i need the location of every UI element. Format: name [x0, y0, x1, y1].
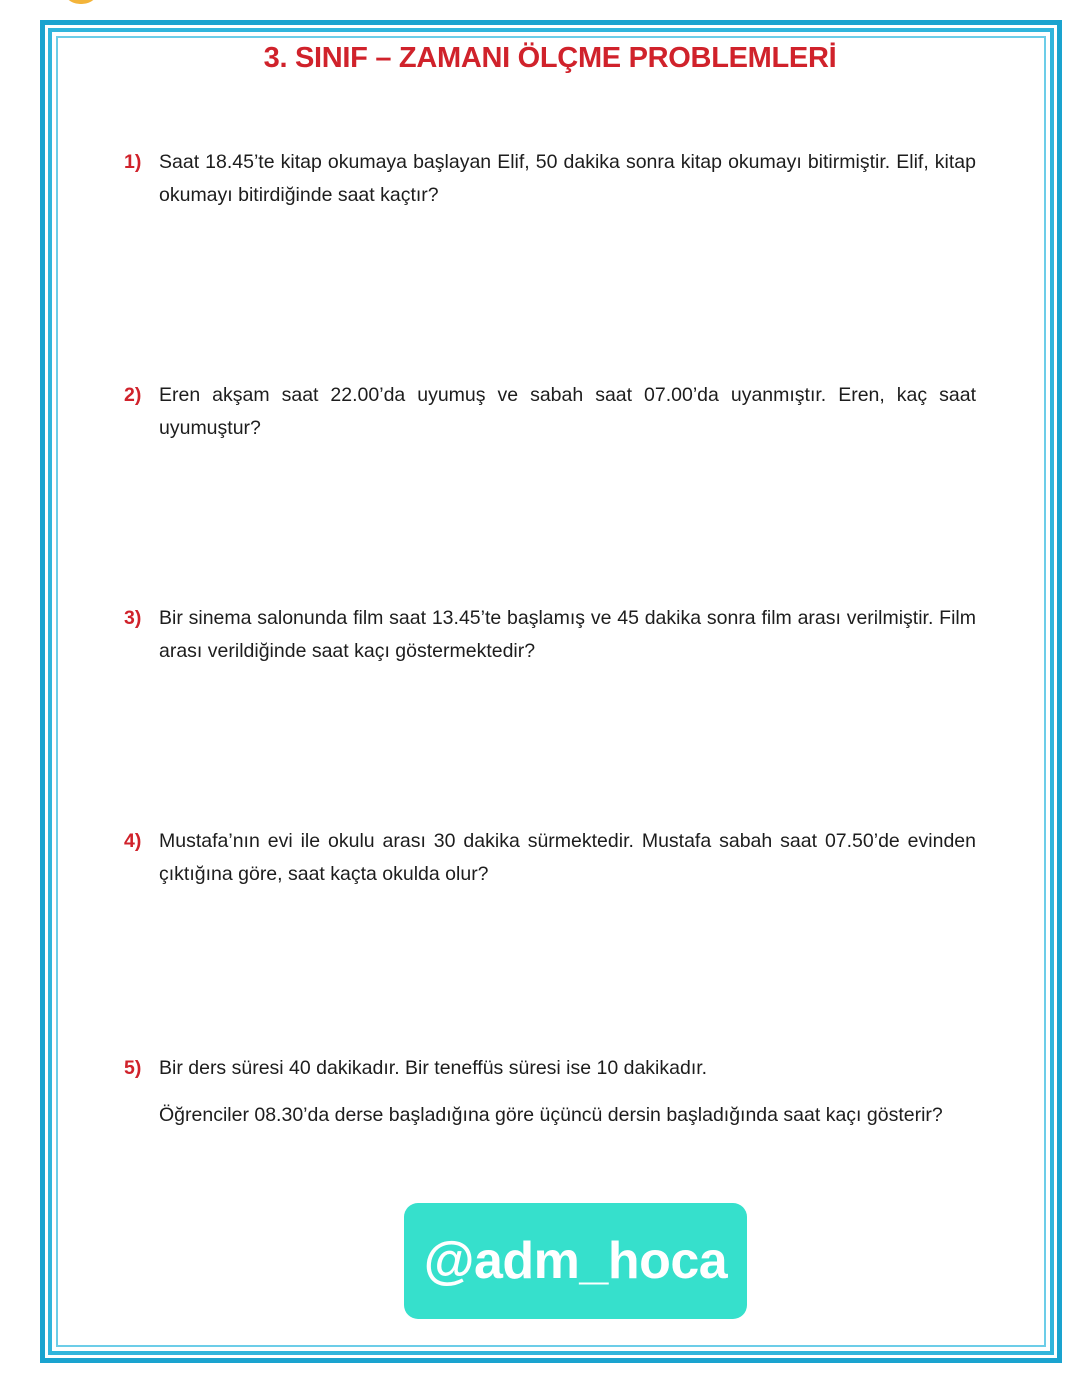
question-number: 1)	[124, 151, 142, 173]
question-number: 5)	[124, 1057, 142, 1079]
watermark-badge: @adm_hoca	[404, 1203, 747, 1319]
question-number: 2)	[124, 384, 142, 406]
question-text-line-2: Öğrenciler 08.30’da derse başladığına göre üçüncü dersin başladığında saat kaçı gösterir?	[159, 1104, 943, 1126]
worksheet-title: 3. SINIF – ZAMANI ÖLÇME PROBLEMLERİ	[263, 42, 837, 74]
question-1	[124, 146, 976, 212]
question-5	[124, 1052, 976, 1132]
question-text: Eren akşam saat 22.00’da uyumuş ve sabah saat 07.00’da uyanmıştır. Eren, kaç saat uyumuştur?	[159, 384, 976, 439]
question-text: Mustafa’nın evi ile okulu arası 30 dakika sürmektedir. Mustafa sabah saat 07.50’de evinden çıktığına göre, saat kaçta okulda olur?	[159, 830, 976, 885]
question-2	[124, 379, 976, 445]
question-number: 3)	[124, 607, 142, 629]
question-text: Bir sinema salonunda film saat 13.45’te başlamış ve 45 dakika sonra film arası verilmiştir. Film arası verildiğinde saat kaçı göstermektedir?	[159, 607, 976, 662]
question-4	[124, 825, 976, 891]
question-3	[124, 602, 976, 668]
corner-decoration	[62, 0, 100, 4]
inner-border	[56, 36, 1046, 1347]
question-text: Saat 18.45’te kitap okumaya başlayan Elif, 50 dakika sonra kitap okumayı bitirmiştir. Elif, kitap okumayı bitirdiğinde saat kaçtır?	[159, 151, 976, 206]
question-text-line-1: Bir ders süresi 40 dakikadır. Bir teneffüs süresi ise 10 dakikadır.	[159, 1057, 708, 1079]
question-number: 4)	[124, 830, 142, 852]
